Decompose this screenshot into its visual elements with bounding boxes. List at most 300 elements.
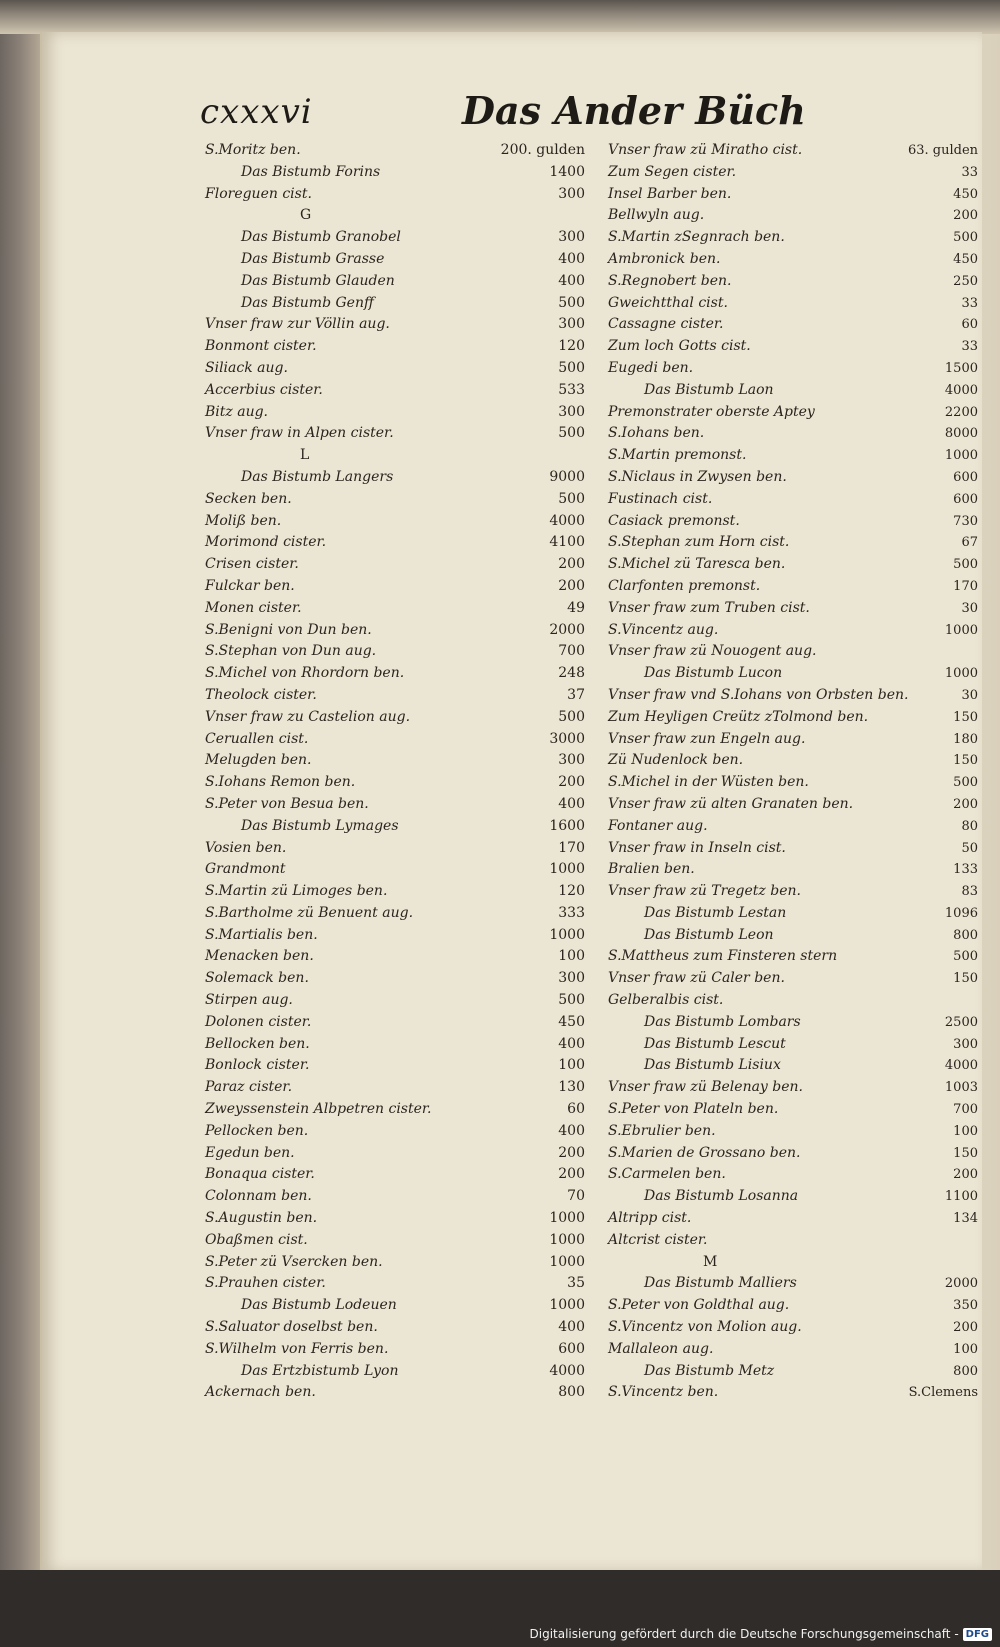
- list-item: [608, 1186, 978, 1208]
- list-item: [205, 750, 585, 772]
- entry-value: 300: [558, 185, 585, 202]
- list-item: [205, 1186, 585, 1208]
- list-item: [205, 641, 585, 663]
- entry-value: 2000: [944, 1276, 978, 1292]
- entry-name: S.Vincentz von Molion aug.: [608, 1319, 802, 1336]
- list-item: [205, 227, 585, 249]
- entry-value: 500: [953, 775, 978, 791]
- entry-name: S.Martin zü Limoges ben.: [205, 883, 388, 900]
- entry-value: 133: [953, 862, 978, 878]
- entry-value: 730: [953, 513, 978, 529]
- entry-value: 700: [558, 643, 585, 660]
- entry-value: 450: [953, 251, 978, 267]
- entry-name: Vnser fraw vnd S.Iohans von Orbsten ben.: [608, 686, 909, 703]
- entry-name: S.Mattheus zum Finsteren stern: [608, 948, 838, 965]
- entry-value: 33: [961, 164, 978, 180]
- entry-value: 200: [953, 208, 978, 224]
- entry-name: Paraz cister.: [205, 1079, 293, 1096]
- entry-name: Vnser fraw zü Caler ben.: [608, 970, 785, 987]
- entry-name: S.Regnobert ben.: [608, 272, 732, 289]
- entry-value: 700: [953, 1102, 978, 1118]
- list-item: [205, 1361, 585, 1383]
- entry-name: Vnser fraw zü Miratho cist.: [608, 142, 803, 158]
- entry-value: S.Clemens: [908, 1385, 978, 1401]
- entry-name: Vnser fraw zun Engeln aug.: [608, 730, 806, 747]
- list-item: [608, 772, 978, 794]
- list-item: [205, 532, 585, 554]
- entry-value: 150: [953, 1145, 978, 1161]
- entry-value: 400: [558, 1122, 585, 1139]
- entry-value: 350: [953, 1298, 978, 1314]
- entry-value: 500: [558, 359, 585, 376]
- list-item: [608, 511, 978, 533]
- entry-name: Das Bistumb Losanna: [644, 1188, 799, 1205]
- list-item: [608, 205, 978, 227]
- entry-name: Vnser fraw zur Völlin aug.: [205, 316, 390, 333]
- entry-name: Secken ben.: [205, 490, 292, 507]
- entry-value: 4000: [944, 1058, 978, 1074]
- list-item: [608, 380, 978, 402]
- list-item: [608, 1099, 978, 1121]
- list-item: [608, 729, 978, 751]
- entry-name: Vnser fraw in Alpen cister.: [205, 425, 394, 442]
- list-item: [205, 772, 585, 794]
- list-item: [608, 184, 978, 206]
- list-item: [608, 903, 978, 925]
- list-item: [608, 227, 978, 249]
- list-item: [205, 1055, 585, 1077]
- entry-value: 450: [558, 1013, 585, 1030]
- list-item: [205, 663, 585, 685]
- entry-value: 200: [558, 1144, 585, 1161]
- list-item: [205, 293, 585, 315]
- entry-name: Colonnam ben.: [205, 1188, 312, 1205]
- entry-name: Altripp cist.: [608, 1210, 692, 1227]
- entry-name: S.Prauhen cister.: [205, 1275, 326, 1292]
- entry-value: 60: [961, 317, 978, 333]
- entry-name: S.Ebrulier ben.: [608, 1122, 716, 1139]
- list-item: [608, 1230, 978, 1252]
- entry-name: Crisen cister.: [205, 556, 299, 573]
- entry-value: 100: [558, 948, 585, 965]
- entry-name: S.Michel in der Wüsten ben.: [608, 774, 809, 791]
- entry-name: S.Martin premonst.: [608, 447, 747, 464]
- entry-name: S.Carmelen ben.: [608, 1166, 726, 1183]
- entry-value: 400: [558, 272, 585, 289]
- entry-value: 1000: [549, 1210, 585, 1227]
- entry-value: 500: [953, 230, 978, 246]
- entry-name: Vnser fraw zü Belenay ben.: [608, 1079, 804, 1096]
- list-item: [205, 1012, 585, 1034]
- list-item: [608, 314, 978, 336]
- entry-name: S.Saluator doselbst ben.: [205, 1319, 378, 1336]
- list-item: [608, 1295, 978, 1317]
- entry-value: 333: [558, 904, 585, 921]
- entry-name: Das Bistumb Grasse: [241, 250, 385, 267]
- entry-name: Grandmont: [205, 861, 286, 878]
- entry-name: Eugedi ben.: [608, 359, 694, 376]
- list-item: [205, 1317, 585, 1339]
- list-item: [205, 445, 585, 467]
- list-item: [205, 729, 585, 751]
- entry-value: 200. gulden: [500, 142, 585, 158]
- entry-value: 248: [558, 665, 585, 682]
- list-item: [608, 750, 978, 772]
- entry-value: 400: [558, 250, 585, 267]
- entry-name: Das Bistumb Laon: [644, 381, 774, 398]
- entry-value: 50: [961, 840, 978, 856]
- entry-name: Vosien ben.: [205, 839, 287, 856]
- entry-value: 33: [961, 295, 978, 311]
- entry-name: S.Niclaus in Zwysen ben.: [608, 468, 787, 485]
- entry-value: 1000: [549, 861, 585, 878]
- entry-value: 500: [558, 992, 585, 1009]
- list-item: [205, 794, 585, 816]
- entry-value: 100: [953, 1341, 978, 1357]
- entry-value: 200: [558, 556, 585, 573]
- list-item: [205, 467, 585, 489]
- entry-name: Accerbius cister.: [205, 381, 323, 398]
- entry-value: 533: [558, 381, 585, 398]
- entry-value: 63. gulden: [908, 143, 979, 158]
- footer: [530, 1627, 993, 1641]
- entry-name: Das Bistumb Lombars: [644, 1013, 801, 1030]
- list-item: [205, 1099, 585, 1121]
- entry-name: Vnser fraw zum Truben cist.: [608, 599, 810, 616]
- entry-name: Das Ertzbistumb Lyon: [241, 1362, 399, 1379]
- entry-name: Zum Segen cister.: [608, 163, 737, 180]
- entry-name: Cassagne cister.: [608, 316, 724, 333]
- entry-value: 500: [953, 557, 978, 573]
- entry-value: 33: [961, 339, 978, 355]
- entry-name: Theolock cister.: [205, 686, 317, 703]
- entry-value: 200: [953, 1167, 978, 1183]
- entry-value: 60: [567, 1101, 585, 1118]
- folio-number: cxxxvi: [200, 92, 313, 132]
- entry-value: 35: [567, 1275, 585, 1292]
- list-item: [205, 554, 585, 576]
- entry-name: S.Iohans Remon ben.: [205, 774, 356, 791]
- entry-value: 1600: [549, 817, 585, 834]
- list-item: [608, 1339, 978, 1361]
- entry-name: Gweichtthal cist.: [608, 294, 728, 311]
- list-item: [205, 816, 585, 838]
- list-item: [608, 1077, 978, 1099]
- entry-value: 1000: [944, 666, 978, 682]
- entry-name: Das Bistumb Leon: [644, 926, 774, 943]
- list-item: [608, 1317, 978, 1339]
- list-item: [205, 205, 585, 227]
- list-item: [205, 336, 585, 358]
- list-item: [608, 663, 978, 685]
- entry-value: 83: [961, 884, 978, 900]
- entry-name: Das Bistumb Langers: [241, 468, 394, 485]
- entry-value: 500: [558, 294, 585, 311]
- entry-name: S.Martialis ben.: [205, 926, 318, 943]
- list-item: [205, 314, 585, 336]
- list-item: [608, 1382, 978, 1404]
- entry-name: S.Marien de Grossano ben.: [608, 1144, 801, 1161]
- list-item: [205, 881, 585, 903]
- list-item: [205, 249, 585, 271]
- list-item: [608, 620, 978, 642]
- entry-name: S.Stephan von Dun aug.: [205, 643, 377, 660]
- entry-name: Zweyssenstein Albpetren cister.: [205, 1101, 432, 1118]
- entry-value: 134: [953, 1211, 978, 1227]
- entry-value: 1003: [944, 1080, 978, 1096]
- entry-name: Morimond cister.: [205, 534, 327, 551]
- list-item: [205, 511, 585, 533]
- dfg-logo: DFG: [963, 1628, 992, 1641]
- list-item: [608, 1208, 978, 1230]
- list-item: [608, 1034, 978, 1056]
- entry-name: S.Moritz ben.: [205, 142, 301, 158]
- list-item: [205, 1034, 585, 1056]
- entry-name: Insel Barber ben.: [608, 185, 732, 202]
- list-item: [205, 903, 585, 925]
- entry-value: 500: [953, 949, 978, 965]
- entry-name: Das Bistumb Malliers: [644, 1275, 797, 1292]
- list-item: [205, 576, 585, 598]
- entry-name: S.Bartholme zü Benuent aug.: [205, 904, 414, 921]
- entry-value: 70: [567, 1188, 585, 1205]
- entry-value: 150: [953, 971, 978, 987]
- entry-name: Das Bistumb Lucon: [644, 665, 783, 682]
- entry-name: S.Peter von Besua ben.: [205, 795, 369, 812]
- list-item: [205, 925, 585, 947]
- entry-value: 300: [953, 1036, 978, 1052]
- entry-value: 400: [558, 1319, 585, 1336]
- entry-name: Ackernach ben.: [205, 1384, 316, 1401]
- list-item: [608, 1273, 978, 1295]
- left-column: [205, 140, 585, 1404]
- entry-value: 200: [558, 577, 585, 594]
- entry-value: 4100: [549, 534, 585, 551]
- entry-name: Bonmont cister.: [205, 338, 317, 355]
- entry-value: 1100: [944, 1189, 978, 1205]
- list-item: [608, 685, 978, 707]
- entry-name: Premonstrater oberste Aptey: [608, 403, 815, 420]
- entry-value: 600: [558, 1340, 585, 1357]
- list-item: [608, 598, 978, 620]
- list-item: [205, 402, 585, 424]
- entry-value: 8000: [944, 426, 978, 442]
- list-item: [608, 707, 978, 729]
- entry-name: Menacken ben.: [205, 948, 314, 965]
- list-item: [205, 184, 585, 206]
- list-item: [608, 402, 978, 424]
- list-item: [205, 859, 585, 881]
- list-item: [205, 271, 585, 293]
- list-item: [205, 489, 585, 511]
- entry-name: Casiack premonst.: [608, 512, 740, 529]
- list-item: [205, 358, 585, 380]
- entry-name: S.Benigni von Dun ben.: [205, 621, 372, 638]
- list-item: [205, 598, 585, 620]
- list-item: [205, 380, 585, 402]
- entry-value: 200: [558, 774, 585, 791]
- list-item: [608, 336, 978, 358]
- list-item: [205, 423, 585, 445]
- entry-value: 1000: [944, 622, 978, 638]
- entry-name: Zum loch Gotts cist.: [608, 338, 751, 355]
- entry-name: Bellwyln aug.: [608, 207, 705, 224]
- list-item: [608, 554, 978, 576]
- entry-value: 200: [558, 1166, 585, 1183]
- footer-text: Digitalisierung gefördert durch die Deutsche Forschungsgemeinschaft -: [529, 1627, 959, 1641]
- list-item: [205, 1077, 585, 1099]
- entry-name: Obaßmen cist.: [205, 1231, 308, 1248]
- entry-name: Mallaleon aug.: [608, 1340, 714, 1357]
- list-item: [205, 1295, 585, 1317]
- list-item: [608, 838, 978, 860]
- entry-value: 180: [953, 731, 978, 747]
- list-item: [608, 1143, 978, 1165]
- list-item: [608, 881, 978, 903]
- list-item: [205, 946, 585, 968]
- list-item: [608, 162, 978, 184]
- entry-name: Das Bistumb Lescut: [644, 1035, 786, 1052]
- list-item: [608, 293, 978, 315]
- entry-value: 1000: [944, 448, 978, 464]
- entry-value: 120: [558, 883, 585, 900]
- entry-value: 600: [953, 491, 978, 507]
- entry-name: Das Bistumb Lisiux: [644, 1057, 781, 1074]
- entry-name: Bralien ben.: [608, 861, 695, 878]
- list-item: [205, 1339, 585, 1361]
- list-item: [608, 990, 978, 1012]
- entry-value: 250: [953, 273, 978, 289]
- entry-value: 37: [567, 686, 585, 703]
- list-item: [608, 249, 978, 271]
- list-item: [608, 794, 978, 816]
- entry-name: Das Bistumb Genff: [241, 294, 374, 311]
- list-item: [205, 620, 585, 642]
- entry-value: 100: [558, 1057, 585, 1074]
- entry-name: Fustinach cist.: [608, 490, 713, 507]
- entry-value: 9000: [549, 468, 585, 485]
- entry-value: 170: [558, 839, 585, 856]
- list-item: [608, 358, 978, 380]
- list-item: [608, 140, 978, 162]
- list-item: [205, 1164, 585, 1186]
- entry-name: G: [300, 207, 312, 224]
- list-item: [205, 162, 585, 184]
- list-item: [205, 1208, 585, 1230]
- entry-name: Das Bistumb Glauden: [241, 272, 395, 289]
- entry-name: S.Peter zü Vsercken ben.: [205, 1253, 383, 1270]
- entry-value: 800: [953, 1363, 978, 1379]
- list-item: [205, 990, 585, 1012]
- entry-value: 500: [558, 490, 585, 507]
- list-item: [205, 838, 585, 860]
- list-item: [608, 445, 978, 467]
- list-item: [608, 816, 978, 838]
- entry-name: Pellocken ben.: [205, 1122, 309, 1139]
- entry-value: 800: [558, 1384, 585, 1401]
- list-item: [205, 1273, 585, 1295]
- entry-value: 2500: [944, 1014, 978, 1030]
- list-item: [608, 925, 978, 947]
- list-item: [205, 1252, 585, 1274]
- entry-value: 1000: [549, 1231, 585, 1248]
- entry-name: S.Wilhelm von Ferris ben.: [205, 1340, 389, 1357]
- entry-name: Zum Heyligen Creütz zTolmond ben.: [608, 708, 869, 725]
- entry-name: L: [300, 447, 310, 464]
- entry-name: Siliack aug.: [205, 359, 288, 376]
- list-item: [205, 1382, 585, 1404]
- entry-value: 1000: [549, 1297, 585, 1314]
- entry-value: 3000: [549, 730, 585, 747]
- list-item: [608, 1361, 978, 1383]
- entry-name: Moliß ben.: [205, 512, 282, 529]
- entry-value: 500: [558, 425, 585, 442]
- list-item: [608, 641, 978, 663]
- entry-name: Clarfonten premonst.: [608, 577, 761, 594]
- entry-name: S.Peter von Plateln ben.: [608, 1101, 779, 1118]
- list-item: [608, 946, 978, 968]
- entry-value: 450: [953, 186, 978, 202]
- entry-value: 400: [558, 1035, 585, 1052]
- entry-name: Das Bistumb Metz: [644, 1362, 775, 1379]
- entry-name: S.Iohans ben.: [608, 425, 705, 442]
- list-item: [608, 489, 978, 511]
- entry-value: 300: [558, 752, 585, 769]
- entry-name: Bonaqua cister.: [205, 1166, 315, 1183]
- list-item: [608, 423, 978, 445]
- entry-value: 1000: [549, 1253, 585, 1270]
- entry-name: Ambronick ben.: [608, 250, 721, 267]
- entry-name: Das Bistumb Lodeuen: [241, 1297, 397, 1314]
- entry-value: 170: [953, 578, 978, 594]
- page-title: Das Ander Büch: [462, 88, 806, 133]
- entry-name: Fontaner aug.: [608, 817, 708, 834]
- entry-name: Melugden ben.: [205, 752, 312, 769]
- list-item: [608, 1055, 978, 1077]
- list-item: [608, 968, 978, 990]
- entry-value: 200: [953, 796, 978, 812]
- entry-value: 150: [953, 709, 978, 725]
- list-item: [608, 576, 978, 598]
- entry-name: Das Bistumb Lymages: [241, 817, 399, 834]
- page-header: [0, 88, 1000, 134]
- entry-value: 400: [558, 795, 585, 812]
- entry-name: Bitz aug.: [205, 403, 268, 420]
- entry-name: Zü Nudenlock ben.: [608, 752, 744, 769]
- entry-name: Vnser fraw zu Castelion aug.: [205, 708, 411, 725]
- list-item: [608, 1164, 978, 1186]
- list-item: [608, 467, 978, 489]
- entry-value: 2000: [549, 621, 585, 638]
- entry-value: 130: [558, 1079, 585, 1096]
- entry-value: 2200: [944, 404, 978, 420]
- entry-value: 30: [961, 600, 978, 616]
- right-column: [608, 140, 978, 1404]
- entry-value: 67: [961, 535, 978, 551]
- entry-value: 300: [558, 316, 585, 333]
- list-item: [205, 1121, 585, 1143]
- entry-value: 4000: [549, 512, 585, 529]
- entry-name: Solemack ben.: [205, 970, 309, 987]
- entry-name: Dolonen cister.: [205, 1013, 312, 1030]
- entry-name: M: [703, 1253, 718, 1270]
- entry-value: 800: [953, 927, 978, 943]
- book-top-edge: [0, 0, 1000, 34]
- entry-name: S.Michel zü Taresca ben.: [608, 556, 786, 573]
- list-item: [608, 271, 978, 293]
- entry-name: Ceruallen cist.: [205, 730, 309, 747]
- list-item: [608, 1121, 978, 1143]
